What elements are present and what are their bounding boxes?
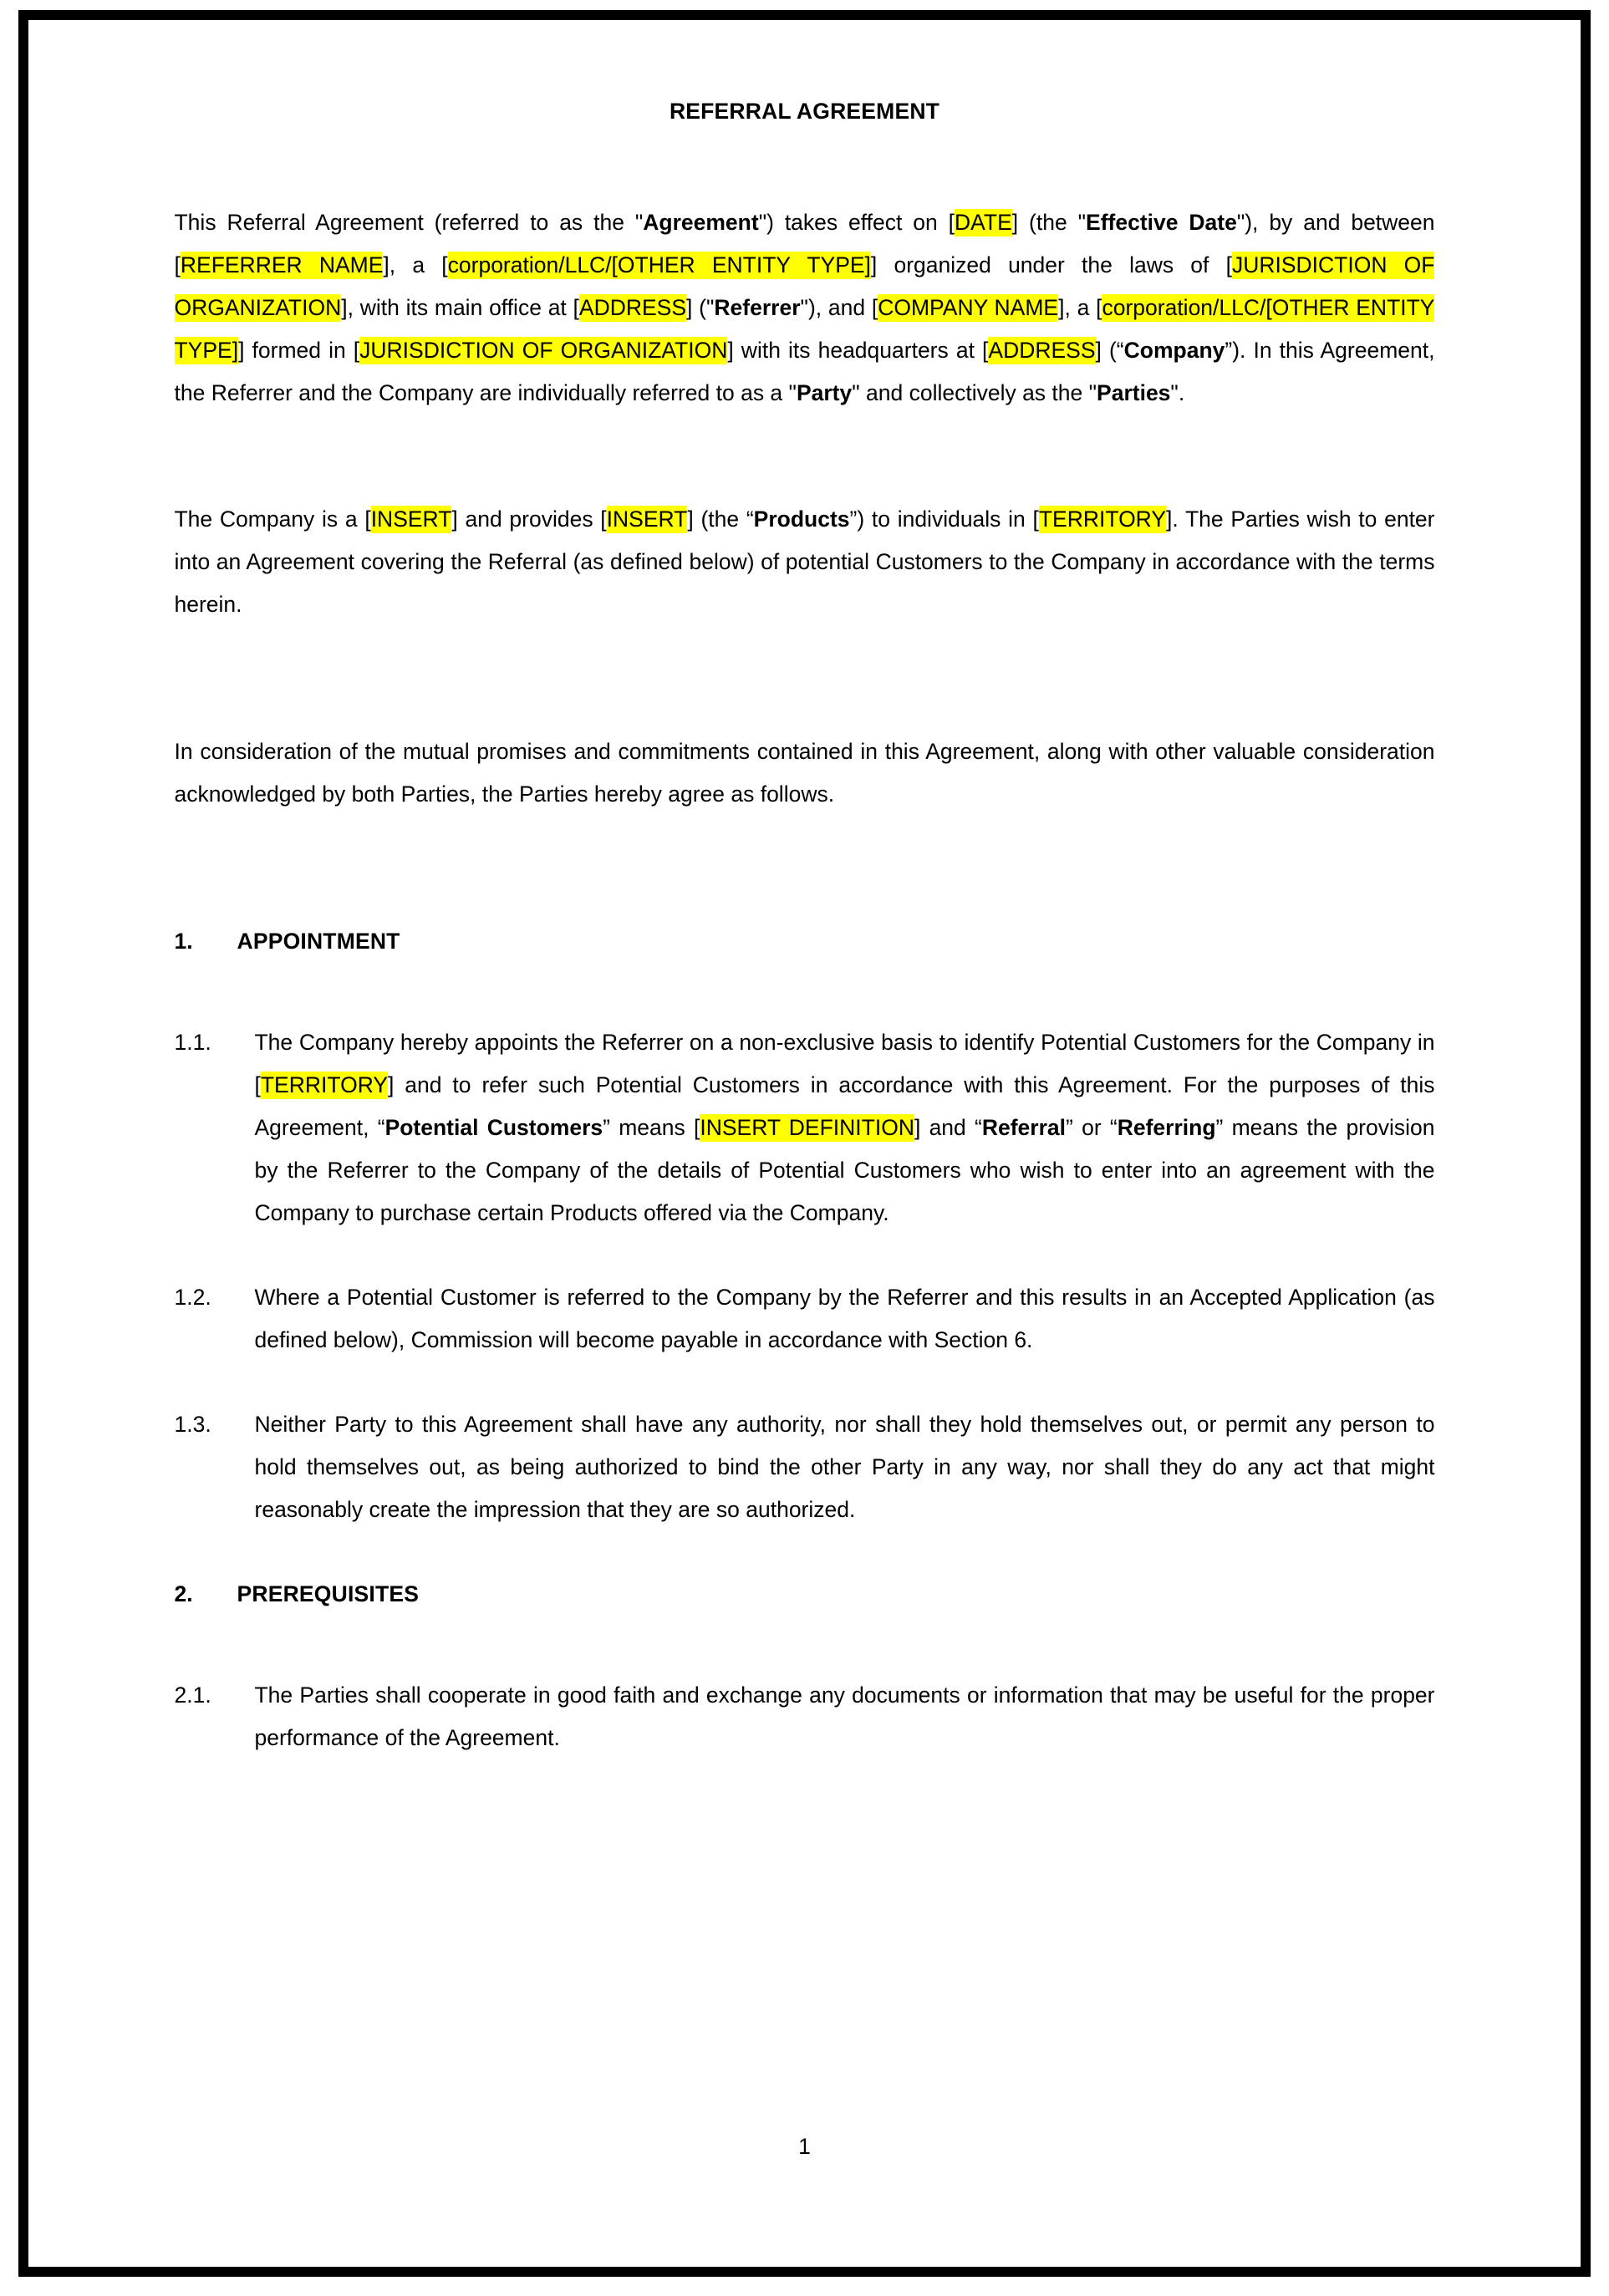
text-run: ” means the provision by the Referrer to the Company of the details of Potential Customers who wish to enter into an agreement with the Company to purchase certain Products offered via the Company. — [254, 1115, 1435, 1225]
placeholder-company-address: ADDRESS — [988, 338, 1096, 363]
placeholder-date: DATE — [955, 210, 1012, 235]
text-run: ] organized under the laws of [ — [870, 252, 1232, 277]
preamble-paragraph-3 — [175, 731, 1435, 816]
text-run: ]. The Parties wish to enter into an Agreement covering the Referral (as defined below) of potential Customers to the Company in accordance with the terms herein. — [174, 507, 1435, 617]
text-run: ] (" — [686, 295, 715, 320]
preamble-paragraph-1 — [175, 201, 1435, 415]
text-run: " and collectively as the " — [852, 380, 1097, 405]
term-products: Products — [753, 507, 850, 532]
document-title: REFERRAL AGREEMENT — [669, 99, 940, 124]
term-referrer: Referrer — [714, 295, 801, 320]
text-run: The Company hereby appoints the Referrer on a non-exclusive basis to identify Potential Customers for the Company in [ — [254, 1030, 1435, 1097]
clause-number: 1.1. — [174, 1030, 211, 1055]
document-page-frame — [18, 10, 1591, 2277]
placeholder-referrer-address: ADDRESS — [578, 295, 687, 320]
placeholder-company-description: INSERT — [370, 507, 452, 532]
preamble-paragraph-2 — [175, 498, 1435, 626]
clause-1-1 — [175, 1021, 1435, 1235]
clause-number: 1.3. — [174, 1412, 211, 1437]
section-heading-1 — [175, 920, 1435, 963]
placeholder-insert-definition: INSERT DEFINITION — [700, 1115, 914, 1140]
text-run: ] formed in [ — [238, 338, 360, 363]
clause-text — [255, 1021, 1435, 1235]
placeholder-referrer-entity-type: corporation/LLC/[OTHER ENTITY TYPE] — [447, 252, 871, 277]
term-agreement: Agreement — [643, 210, 759, 235]
text-run: ] (the " — [1011, 210, 1087, 235]
clause-text: Neither Party to this Agreement shall have any authority, nor shall they hold themselves out, or permit any person to hold themselves out, as being authorized to bind the other Party in any way, nor shall they do any act that might reasonably create the impression that they are so authorized. — [254, 1412, 1435, 1522]
text-run: ] (the “ — [687, 507, 754, 532]
term-parties: Parties — [1097, 380, 1171, 405]
text-run: This Referral Agreement (referred to as the " — [174, 210, 644, 235]
spacer — [28, 626, 1581, 731]
placeholder-company-jurisdiction: JURISDICTION OF ORGANIZATION — [359, 338, 728, 363]
document-page-body — [28, 20, 1581, 2267]
section-number: 2. — [174, 1581, 193, 1606]
text-run: ] (“ — [1095, 338, 1124, 363]
term-referral: Referral — [981, 1115, 1067, 1140]
text-run: "), by and between [ — [174, 210, 1435, 277]
text-run: ], with its main office at [ — [341, 295, 579, 320]
term-referring: Referring — [1117, 1115, 1216, 1140]
section-title: PREREQUISITES — [237, 1581, 420, 1606]
spacer — [28, 1362, 1581, 1403]
spacer — [28, 1235, 1581, 1276]
placeholder-referrer-jurisdiction: JURISDICTION OF ORGANIZATION — [174, 252, 1435, 320]
placeholder-referrer-name: REFERRER NAME — [180, 252, 384, 277]
spacer — [28, 415, 1581, 498]
term-company: Company — [1123, 338, 1225, 363]
text-run: ] and to refer such Potential Customers in accordance with this Agreement. For the purposes of this Agreement, “ — [254, 1072, 1435, 1140]
placeholder-territory: TERRITORY — [260, 1072, 389, 1097]
placeholder-company-name: COMPANY NAME — [878, 295, 1059, 320]
spacer — [28, 1531, 1581, 1573]
text-run: The Company is a [ — [174, 507, 371, 532]
clause-2-1 — [175, 1674, 1435, 1759]
text-run: ”). In this Agreement, the Referrer and the Company are individually referred to as a " — [174, 338, 1435, 405]
text-run: ] with its headquarters at [ — [727, 338, 989, 363]
clause-text: The Parties shall cooperate in good faith and exchange any documents or information that may be useful for the proper performance of the Agreement. — [254, 1683, 1435, 1750]
text-run: ” or “ — [1066, 1115, 1118, 1140]
page-number: 1 — [798, 2134, 811, 2159]
text-run: ". — [1170, 380, 1185, 405]
term-effective-date: Effective Date — [1086, 210, 1237, 235]
section-heading-2 — [175, 1573, 1435, 1616]
clause-1-3 — [175, 1403, 1435, 1531]
text-run: ” means [ — [603, 1115, 700, 1140]
clause-number: 1.2. — [174, 1285, 211, 1310]
clause-number: 2.1. — [174, 1683, 211, 1708]
text-run: In consideration of the mutual promises and commitments contained in this Agreement, along with other valuable consideration acknowledged by both Parties, the Parties hereby agree as follows. — [174, 739, 1435, 807]
text-run: ”) to individuals in [ — [849, 507, 1039, 532]
clause-1-2 — [175, 1276, 1435, 1362]
section-number: 1. — [174, 929, 193, 954]
spacer — [28, 816, 1581, 920]
clause-text: Where a Potential Customer is referred to the Company by the Referrer and this results in an Accepted Application (as defined below), Commission will become payable in accordance with Section 6. — [254, 1285, 1435, 1352]
text-run: ] and “ — [914, 1115, 982, 1140]
placeholder-products: INSERT — [606, 507, 688, 532]
placeholder-company-entity-type: corporation/LLC/[OTHER ENTITY TYPE] — [174, 295, 1435, 363]
term-potential-customers: Potential Customers — [384, 1115, 603, 1140]
spacer — [28, 1616, 1581, 1674]
term-party: Party — [796, 380, 853, 405]
text-run: ] and provides [ — [451, 507, 607, 532]
placeholder-territory: TERRITORY — [1038, 507, 1167, 532]
spacer — [28, 963, 1581, 1021]
text-run: ") takes effect on [ — [758, 210, 955, 235]
text-run: "), and [ — [800, 295, 878, 320]
spacer — [28, 125, 1581, 201]
text-run: ], a [ — [1058, 295, 1102, 320]
section-title: APPOINTMENT — [237, 929, 400, 954]
text-run: ], a [ — [383, 252, 448, 277]
